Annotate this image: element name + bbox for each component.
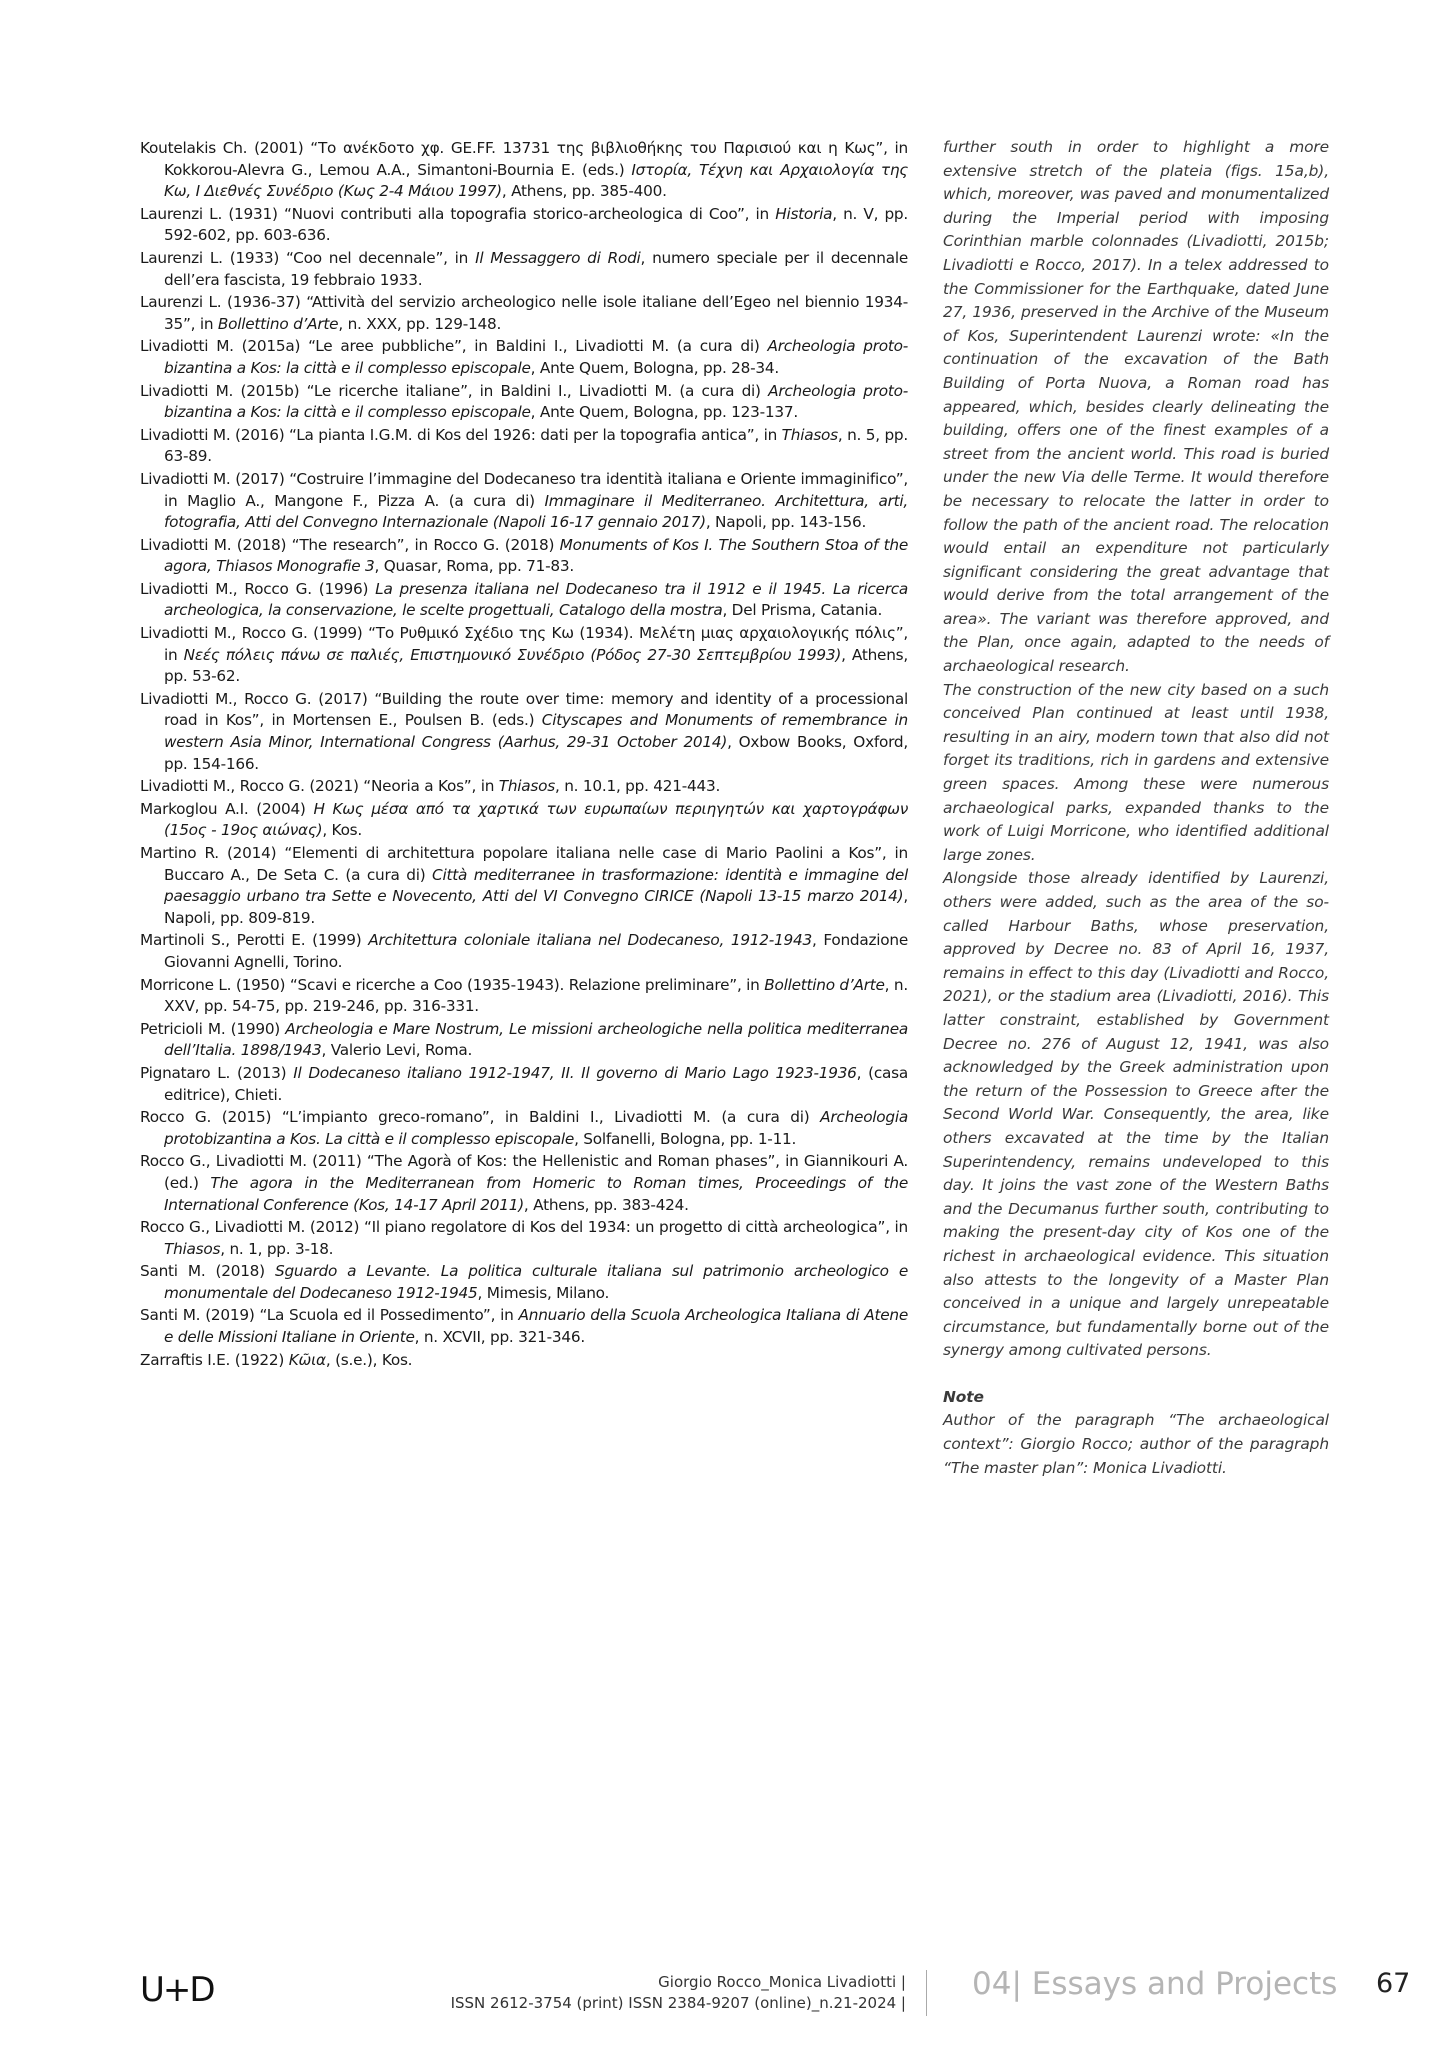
reference-title: Città mediterranee in trasformazione: identità e immagine del paesaggio urbano tra Sette e Novecento, Atti del VI Convegno CIRICE (Napoli 13-15 marzo 2014) <box>164 865 909 906</box>
reference-text: , Del Prisma, Catania. <box>722 601 883 620</box>
reference-entry <box>140 1305 908 1348</box>
reference-text: Livadiotti M. (2015a) “Le aree pubbliche”, in Baldini I., Livadiotti M. (a cura di) <box>140 337 768 356</box>
reference-title: La presenza italiana nel Dodecaneso tra il 1912 e il 1945. La ricerca archeologica, la conservazione, le scelte progettuali, Catalogo della mostra <box>164 579 909 620</box>
reference-title: Thiasos <box>781 425 838 444</box>
sidebar-paragraph-3: Alongside those already identified by Laurenzi, others were added, such as the area of the so-called Harbour Baths, whose preservation, approved by Decree no. 83 of April 16, 1937, remains in effect to this day (Livadiotti and Rocco, 2021), or the stadium area (Livadiotti, 2016). This latter constraint, established by Government Decree no. 276 of August 12, 1941, was also acknowledged by the Greek administration upon the return of the Possession to Greece after the Second World War. Consequently, the area, like others excavated at the time by the Italian Superintendency, remains undeveloped to this day. It joins the vast zone of the Western Baths and the Decumanus further south, contributing to making the present-day city of Kos one of the richest in archaeological evidence. This situation also attests to the longevity of a Master Plan conceived in a unique and largely unrepeatable circumstance, but fundamentally borne out of the synergy among cultivated persons. <box>943 869 1329 1360</box>
reference-text: Laurenzi L. (1933) “Coo nel decennale”, in <box>140 248 476 267</box>
reference-entry <box>140 799 908 842</box>
sidebar-column <box>943 136 1329 1480</box>
reference-text: , (s.e.), Kos. <box>325 1350 413 1369</box>
reference-title: Immaginare il Mediterraneo. Architettura, arti, fotografia, Atti del Convegno Internazionale (Napoli 16-17 gennaio 2017) <box>164 491 908 532</box>
reference-text: Livadiotti M. (2017) “Costruire l’immagine del Dodecaneso tra identità italiana e Oriente immaginifico”, in Maglio A., Mangone F., Pizza A. (a cura di) <box>140 469 908 510</box>
reference-entry <box>140 138 908 203</box>
reference-entry <box>140 579 908 622</box>
reference-text: , n. V, pp. 592-602, pp. 603-636. <box>164 204 908 245</box>
footer-credits <box>451 1972 906 2014</box>
reference-text: , Fondazione Giovanni Agnelli, Torino. <box>164 931 908 971</box>
reference-entry <box>140 1350 908 1372</box>
reference-title: Thiasos <box>498 777 555 796</box>
page-footer <box>0 1960 1448 2020</box>
reference-title: Monuments of Kos I. The Southern Stoa of the agora, Thiasos Monografie 3 <box>164 535 909 576</box>
footer-issn: ISSN 2612-3754 (print) ISSN 2384-9207 (online)_n.21-2024 | <box>450 1994 906 2012</box>
page-number: 67 <box>1376 1968 1411 1999</box>
reference-text: , Kos. <box>322 821 363 840</box>
reference-text: , Solfanelli, Bologna, pp. 1-11. <box>574 1129 797 1148</box>
reference-text: Petricioli M. (1990) <box>140 1019 286 1038</box>
sidebar-paragraph-1: further south in order to highlight a more extensive stretch of the plateia (figs. 15a,b), which, moreover, was paved and monumentalized during the Imperial period with imposing Corinthian marble colonnades (Livadiotti, 2015b; Livadiotti e Rocco, 2017). In a telex addressed to the Commissioner for the Earthquake, dated June 27, 1936, preserved in the Archive of the Museum of Kos, Superintendent Laurenzi wrote: «In the continuation of the excavation of the Bath Building of Porta Nuova, a Roman road has appeared, which, besides clearly delineating the building, offers one of the finest examples of a street from the ancient world. This road is buried under the new Via delle Terme. It would therefore be necessary to relocate the latter in order to follow the path of the ancient road. The relocation would entail an expenditure not particularly significant considering the great advantage that would derive from the total arrangement of the area». The variant was therefore approved, and the Plan, once again, adapted to the needs of archaeological research. <box>943 138 1329 676</box>
reference-text: , Athens, pp. 53-62. <box>164 645 908 686</box>
reference-text: , Quasar, Roma, pp. 71-83. <box>374 557 574 576</box>
reference-text: , Oxbow Books, Oxford, pp. 154-166. <box>164 733 908 773</box>
note-heading: Note <box>943 1387 984 1406</box>
reference-entry <box>140 535 908 578</box>
reference-title: Historia <box>775 204 833 223</box>
reference-title: Il Messaggero di Rodi <box>475 248 641 267</box>
journal-logo: U+D <box>140 1970 214 2010</box>
sidebar-paragraph-2: The construction of the new city based on a such conceived Plan continued at least until 1938, resulting in an airy, modern town that also did not forget its traditions, rich in gardens and extensive green spaces. Among these were numerous archaeological parks, expanded thanks to the work of Luigi Morricone, who identified additional large zones. <box>943 680 1329 864</box>
reference-title: Ιστορία, Τέχνη και Αρχαιολογία της Κω, I Διεθνές Συνέδριο (Κως 2-4 Μάιου 1997) <box>164 160 908 201</box>
reference-text: , Athens, pp. 383-424. <box>523 1195 689 1214</box>
reference-text: , Ante Quem, Bologna, pp. 123-137. <box>530 403 798 422</box>
reference-text: Markoglou A.I. (2004) <box>140 799 314 818</box>
reference-title: Archeologia protobizantina a Kos. La città e il complesso episcopale <box>164 1108 908 1148</box>
footer-authors: Giorgio Rocco_Monica Livadiotti | <box>658 1973 906 1991</box>
reference-text: , n. XXX, pp. 129-148. <box>338 314 502 333</box>
reference-title: Cityscapes and Monuments of remembrance in western Asia Minor, International Congress (Aarhus, 29-31 October 2014) <box>164 711 908 752</box>
reference-entry <box>140 1063 908 1106</box>
reference-title: Archeologia e Mare Nostrum, Le missioni archeologiche nella politica mediterranea dell’Italia. 1898/1943 <box>164 1019 908 1060</box>
reference-text: Livadiotti M., Rocco G. (1996) <box>140 579 376 598</box>
reference-entry <box>140 248 908 291</box>
reference-entry <box>140 425 908 468</box>
reference-entry <box>140 1019 908 1062</box>
reference-title: Thiasos <box>164 1239 221 1258</box>
reference-text: Livadiotti M., Rocco G. (2017) “Building the route over time: memory and identity of a processional road in Kos”, in Mortensen E., Poulsen B. (eds.) <box>140 689 908 730</box>
reference-title: Sguardo a Levante. La politica culturale italiana sul patrimonio archeologico e monumentale del Dodecaneso 1912-1945 <box>164 1262 908 1302</box>
reference-text: , n. XXV, pp. 54-75, pp. 219-246, pp. 316-331. <box>164 975 908 1016</box>
reference-text: Koutelakis Ch. (2001) “Το ανέκδοτο χφ. GE.FF. 13731 της βιβλιοθήκης του Παρισιού και η Κως”, in Kokkorou-Alevra G., Lemou A.A., Simantoni-Bournia E. (eds.) <box>140 139 908 179</box>
reference-text: Martino R. (2014) “Elementi di architettura popolare italiana nelle case di Mario Paolini a Kos”, in Buccaro A., De Seta C. (a cura di) <box>140 844 908 884</box>
footer-divider <box>926 1970 927 2016</box>
reference-text: Pignataro L. (2013) <box>140 1063 294 1082</box>
reference-text: Santi M. (2019) “La Scuola ed il Possedimento”, in <box>140 1306 519 1325</box>
reference-title: Κῶια <box>288 1350 326 1369</box>
reference-title: Annuario della Scuola Archeologica Italiana di Atene e delle Missioni Italiane in Oriente <box>164 1306 908 1347</box>
reference-entry <box>140 975 908 1018</box>
reference-text: Santi M. (2018) <box>140 1262 275 1281</box>
reference-text: Livadiotti M. (2018) “The research”, in Rocco G. (2018) <box>140 535 560 554</box>
reference-entry <box>140 930 908 973</box>
reference-title: Η Κως μέσα από τα χαρτικά των ευρωπαίων περιηγητών και χαρτογράφων (15ος - 19ος αιώνας) <box>164 799 908 840</box>
reference-text: Morricone L. (1950) “Scavi e ricerche a Coo (1935-1943). Relazione preliminare”, in <box>140 975 765 994</box>
reference-text: , (casa editrice), Chieti. <box>164 1063 908 1104</box>
reference-title: Architettura coloniale italiana nel Dodecaneso, 1912-1943 <box>368 931 812 950</box>
reference-entry <box>140 776 908 798</box>
reference-text: , Ante Quem, Bologna, pp. 28-34. <box>530 358 779 377</box>
reference-title: Archeologia proto-bizantina a Kos: la città e il complesso episcopale <box>164 337 908 377</box>
reference-text: Zarraftis I.E. (1922) <box>140 1350 289 1369</box>
reference-text: Livadiotti M., Rocco G. (2021) “Neoria a Kos”, in <box>140 777 499 796</box>
reference-entry <box>140 1107 908 1150</box>
reference-text: , Athens, pp. 385-400. <box>501 182 667 201</box>
reference-title: Νεές πόλεις πάνω σε παλιές, Επιστημονικό Συνέδριο (Ρόδος 27-30 Σεπτεμβρίου 1993) <box>183 645 842 664</box>
reference-entry <box>140 1217 908 1260</box>
reference-text: Rocco G., Livadiotti M. (2012) “Il piano regolatore di Kos del 1934: un progetto di città archeologica”, in <box>140 1218 908 1237</box>
reference-text: Laurenzi L. (1931) “Nuovi contributi alla topografia storico-archeologica di Coo”, in <box>140 204 776 223</box>
reference-entry <box>140 689 908 775</box>
reference-text: Livadiotti M., Rocco G. (1999) “Το Ρυθμικό Σχέδιο της Κω (1934). Μελέτη μιας αρχαιολογικής πόλις”, in <box>140 624 908 664</box>
reference-title: The agora in the Mediterranean from Homeric to Roman times, Proceedings of the International Conference (Kos, 14-17 April 2011) <box>164 1173 908 1214</box>
reference-text: , n. 1, pp. 3-18. <box>220 1239 334 1258</box>
reference-entry <box>140 843 908 929</box>
reference-title: Bollettino d’Arte <box>217 314 339 333</box>
reference-text: Livadiotti M. (2015b) “Le ricerche italiane”, in Baldini I., Livadiotti M. (a cura di) <box>140 381 769 400</box>
reference-text: , Napoli, pp. 809-819. <box>164 887 908 927</box>
reference-text: , Valerio Levi, Roma. <box>321 1041 473 1060</box>
reference-text: , n. 5, pp. 63-89. <box>164 425 909 466</box>
reference-entry <box>140 204 908 247</box>
reference-text: Rocco G., Livadiotti M. (2011) “The Agorà of Kos: the Hellenistic and Roman phases”, in Giannikouri A. (ed.) <box>140 1152 908 1192</box>
reference-entry <box>140 292 908 335</box>
reference-entry <box>140 623 908 688</box>
reference-title: Archeologia proto-bizantina a Kos: la città e il complesso episcopale <box>164 381 908 422</box>
reference-text: Rocco G. (2015) “L’impianto greco-romano”, in Baldini I., Livadiotti M. (a cura di) <box>140 1108 821 1127</box>
reference-entry <box>140 381 908 424</box>
reference-text: , Mimesis, Milano. <box>477 1283 610 1302</box>
reference-text: Martinoli S., Perotti E. (1999) <box>140 931 369 950</box>
reference-entry <box>140 336 908 379</box>
reference-title: Il Dodecaneso italiano 1912-1947, II. Il governo di Mario Lago 1923-1936 <box>293 1063 857 1082</box>
reference-text: , numero speciale per il decennale dell’era fascista, 19 febbraio 1933. <box>164 248 908 289</box>
reference-text: , n. 10.1, pp. 421-443. <box>554 777 721 796</box>
reference-entry <box>140 469 908 534</box>
references-list <box>140 138 908 1372</box>
section-title: 04| Essays and Projects <box>972 1966 1338 2002</box>
reference-entry <box>140 1261 908 1304</box>
reference-entry <box>140 1151 908 1216</box>
reference-title: Bollettino d’Arte <box>764 975 885 994</box>
reference-text: Laurenzi L. (1936-37) “Attività del servizio archeologico nelle isole italiane dell’Egeo nel biennio 1934-35”, in <box>140 293 908 333</box>
reference-text: Livadiotti M. (2016) “La pianta I.G.M. di Kos del 1926: dati per la topografia antica”, in <box>140 425 782 444</box>
note-text: Author of the paragraph “The archaeological context”: Giorgio Rocco; author of the paragraph “The master plan”: Monica Livadiotti. <box>943 1411 1329 1477</box>
reference-text: , Napoli, pp. 143-156. <box>705 513 867 532</box>
reference-text: , n. XCVII, pp. 321-346. <box>414 1328 585 1347</box>
